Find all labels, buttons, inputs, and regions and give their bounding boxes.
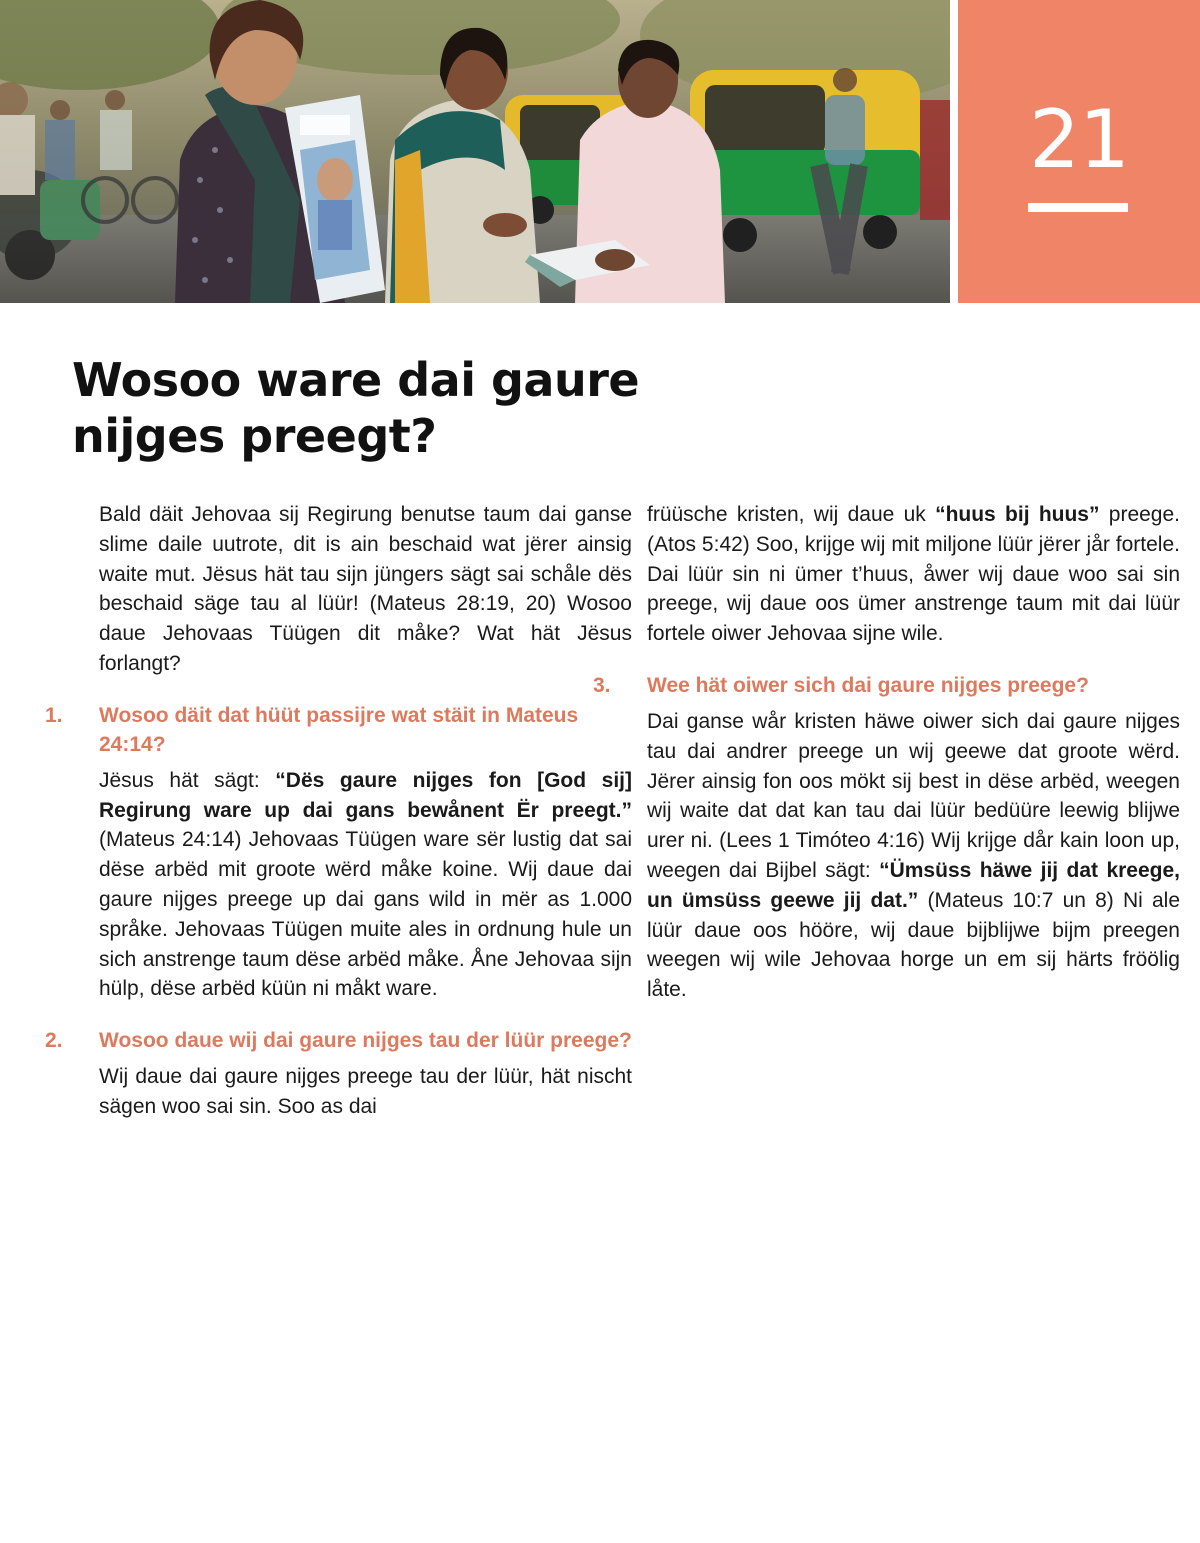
answer-2-continued	[647, 500, 1180, 649]
answer-2-text-b: preege. (Atos 5:42) Soo, krijge wij mit miljone lüür jërer jår fortele. Dai lüür sin ni ümer t’huus, åwer wij daue woo sai sin preege, wij daue oos ümer anstrenge taum mit dai lüür fortele oiwer Jehovaa sijne wile.	[647, 503, 1180, 646]
question-1-number: 1.	[45, 703, 63, 727]
question-3	[593, 671, 1180, 700]
answer-1-text-a: Jësus hät sägt:	[99, 768, 276, 792]
intro-paragraph: Bald däit Jehovaa sij Regirung benutse taum dai ganse slime daile uutrote, dit is ain beschaid wat jërer ainsig waite mut. Jësus hät tau sijn jüngers sägt sai schåle dës beschaid säge tau al lüür! (Mateus 28:19, 20) Wosoo daue Jehovaas Tüügen dit måke? Wat hät Jësus forlangt?	[99, 503, 632, 675]
lesson-number-underline	[1028, 203, 1128, 212]
answer-3-text-a: Dai ganse wår kristen häwe oiwer sich dai gaure nijges tau dai andrer preege un wij geewe dat groote wërd. Jërer ainsig fon oos mökt sij best in dëse arbëd, weegen wij waite dat dat kan tau dai lüür bedüüre leewig blijwe urer ni. (Lees 1 Timóteo 4:16) Wij krijge dår kain loon up, weegen dai Bijbel sägt:	[647, 709, 1180, 882]
answer-2-start	[99, 1062, 632, 1122]
question-1-text: Wosoo däit dat hüüt passijre wat stäit in Mateus 24:14?	[99, 703, 579, 756]
page-title-line-1: Wosoo ware dai gaure	[72, 353, 640, 407]
question-2-number: 2.	[45, 1029, 63, 1053]
question-2	[45, 1026, 632, 1055]
question-1	[45, 701, 632, 759]
question-3-number: 3.	[593, 673, 611, 697]
left-column	[45, 500, 632, 1122]
page-title	[72, 352, 772, 464]
answer-1-quote: “Dës gaure nijges fon [God sij] Regirung ware up dai gans bewånent Ër preegt.”	[99, 768, 632, 822]
answer-2-quote: “huus bij huus”	[935, 503, 1100, 526]
right-column	[593, 500, 1181, 1005]
answer-3	[647, 707, 1180, 1005]
answer-2-text-a: Wij daue dai gaure nijges preege tau der lüür, hät nischt sägen woo sai sin. Soo as dai	[99, 1065, 632, 1118]
question-3-text: Wee hät oiwer sich dai gaure nijges preege?	[647, 673, 1089, 697]
answer-1-text-b: (Mateus 24:14) Jehovaas Tüügen ware sër lustig dat sai dëse arbëd mit groote wërd måke koine. Wij daue dai gaure nijges preege up dai gans wild in mër as 1.000 språke. Jehovaas Tüügen muite ales in ordnung hule un sich anstrenge taum dëse arbëd måke. Åne Jehovaa sijn hülp, dëse arbëd küün ni måkt ware.	[99, 828, 632, 1001]
answer-2-text-tail: früüsche kristen, wij daue uk	[647, 503, 936, 526]
question-2-text: Wosoo daue wij dai gaure nijges tau der lüür preege?	[99, 1029, 632, 1053]
hero-photo	[0, 0, 950, 303]
lesson-number-badge	[958, 0, 1200, 303]
lesson-number: 21	[1029, 93, 1129, 186]
answer-3-text-b: (Mateus 10:7 un 8) Ni ale lüür daue oos hööre, wij daue bijblijwe bijm preegen weegen wij wile Jehovaa horge un em sij härts fröölig låte.	[647, 888, 1181, 1002]
answer-1	[99, 766, 632, 1004]
page-title-line-2: nijges preegt?	[72, 409, 437, 463]
answer-3-quote: “Ümsüss häwe jij dat kreege, un ümsüss geewe jij dat.”	[647, 858, 1180, 912]
